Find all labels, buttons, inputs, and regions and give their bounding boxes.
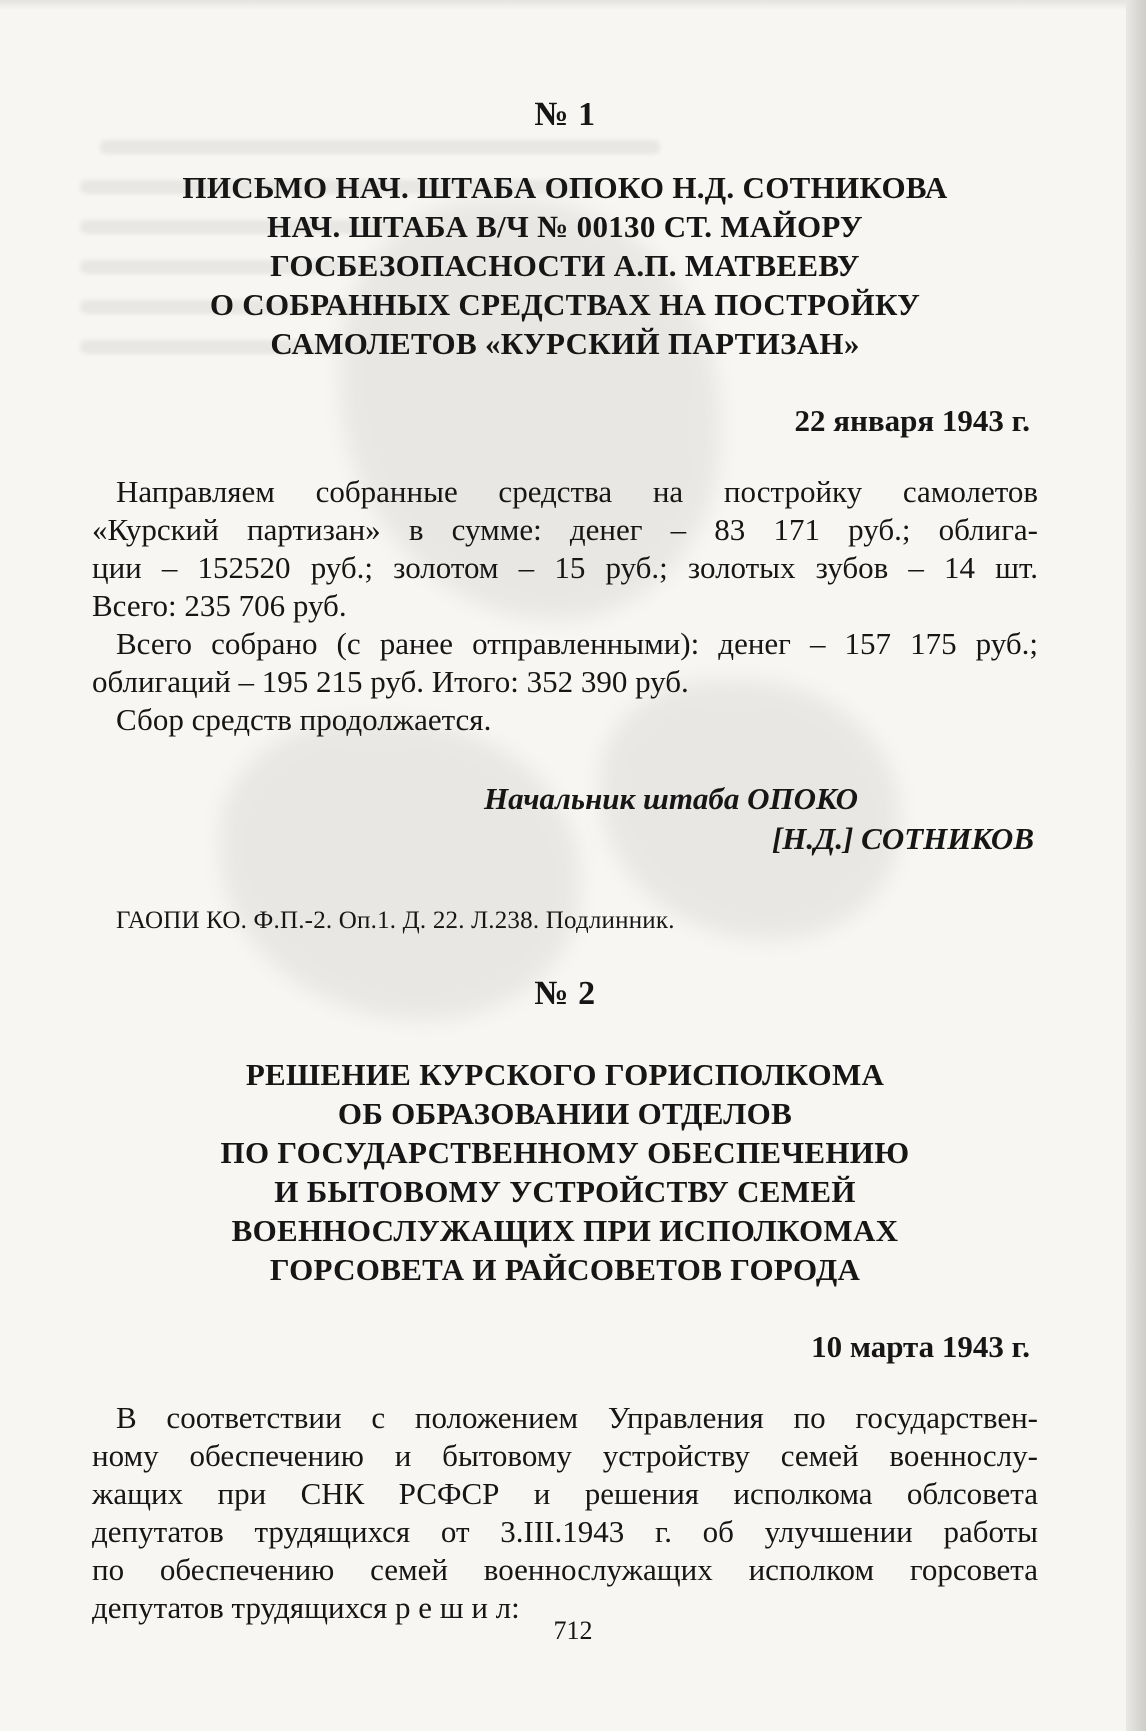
text-line: «Курский партизан» в сумме: денег – 83 171 руб.; облига- [92, 512, 1038, 547]
body-paragraph [92, 473, 1038, 625]
text-line: В соответствии с положением Управления по государствен- [116, 1400, 1038, 1435]
title-line: ОБ ОБРАЗОВАНИИ ОТДЕЛОВ [337, 1096, 793, 1131]
title-line: ПИСЬМО НАЧ. ШТАБА ОПОКО Н.Д. СОТНИКОВА [182, 170, 948, 205]
text-line: ции – 152520 руб.; золотом – 15 руб.; золотых зубов – 14 шт. [92, 550, 1038, 585]
signature-block [92, 779, 1038, 859]
signature-title: Начальник штаба ОПОКО [484, 781, 858, 816]
text-line: Направляем собранные средства на постройку самолетов [116, 474, 1038, 509]
text-line: депутатов трудящихся от 3.III.1943 г. об улучшении работы [92, 1514, 1038, 1549]
title-line: НАЧ. ШТАБА В/Ч № 00130 СТ. МАЙОРУ [267, 209, 863, 244]
body-paragraph [92, 625, 1038, 701]
document-title [92, 168, 1038, 363]
text-line: депутатов трудящихся р е ш и л: [92, 1590, 520, 1625]
document-number: № 2 [534, 975, 596, 1012]
title-line: ГОСБЕЗОПАСНОСТИ А.П. МАТВЕЕВУ [270, 248, 860, 283]
document-title [92, 1055, 1038, 1289]
text-line: ному обеспечению и бытовому устройству семей военнослу- [92, 1438, 1038, 1473]
title-line: ПО ГОСУДАРСТВЕННОМУ ОБЕСПЕЧЕНИЮ [220, 1135, 910, 1170]
document-date: 10 марта 1943 г. [811, 1329, 1030, 1364]
page-content [92, 96, 1038, 1627]
text-line: Сбор средств продолжается. [116, 702, 492, 737]
title-line: РЕШЕНИЕ КУРСКОГО ГОРИСПОЛКОМА [245, 1057, 885, 1092]
document-date: 22 января 1943 г. [794, 403, 1030, 438]
text-line: Всего собрано (с ранее отправленными): денег – 157 175 руб.; [116, 626, 1038, 661]
text-line: Всего: 235 706 руб. [92, 588, 347, 623]
signature-name: [Н.Д.] СОТНИКОВ [771, 821, 1034, 856]
body-paragraph [92, 701, 1038, 739]
document-2 [92, 975, 1038, 1627]
text-line: облигаций – 195 215 руб. Итого: 352 390 руб. [92, 664, 689, 699]
page-number: 712 [553, 1616, 593, 1645]
body-paragraph [92, 1399, 1038, 1627]
scan-shadow-right [1126, 0, 1146, 1731]
text-line: по обеспечению семей военнослужащих исполком горсовета [92, 1552, 1038, 1587]
title-line: САМОЛЕТОВ «КУРСКИЙ ПАРТИЗАН» [270, 326, 860, 361]
document-1 [92, 96, 1038, 935]
title-line: ВОЕННОСЛУЖАЩИХ ПРИ ИСПОЛКОМАХ [231, 1213, 899, 1248]
archive-reference: ГАОПИ КО. Ф.П.-2. Оп.1. Д. 22. Л.238. Подлинник. [116, 907, 675, 934]
document-number: № 1 [534, 96, 596, 133]
title-line: И БЫТОВОМУ УСТРОЙСТВУ СЕМЕЙ [274, 1174, 856, 1209]
title-line: О СОБРАННЫХ СРЕДСТВАХ НА ПОСТРОЙКУ [209, 287, 921, 322]
scan-shadow-top [0, 0, 1146, 10]
title-line: ГОРСОВЕТА И РАЙСОВЕТОВ ГОРОДА [269, 1252, 861, 1287]
text-line: жащих при СНК РСФСР и решения исполкома облсовета [92, 1476, 1038, 1511]
